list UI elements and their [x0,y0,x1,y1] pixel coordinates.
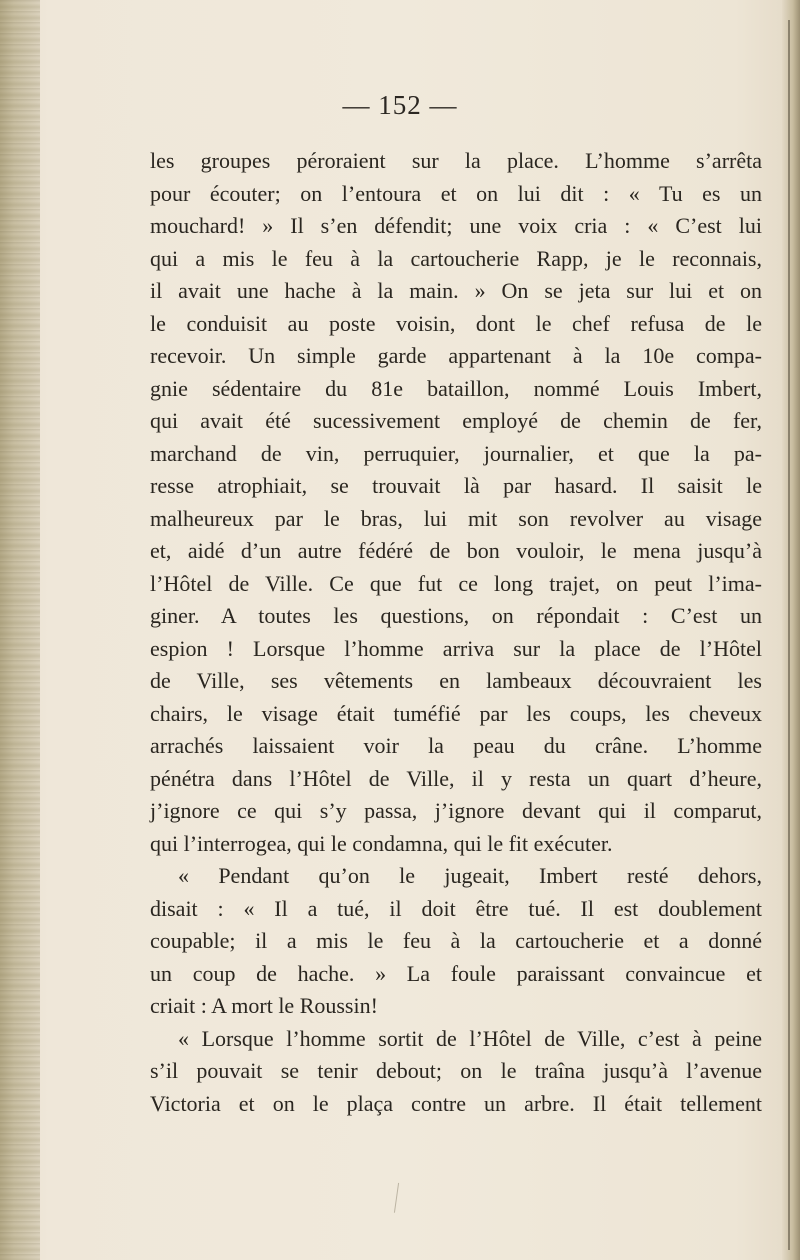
paper-blemish [394,1183,402,1213]
text-line: coupable; il a mis le feu à la cartoucherie et a donné [150,928,762,953]
text-line: de Ville, ses vêtements en lambeaux découvraient les [150,668,762,693]
text-line: recevoir. Un simple garde appartenant à la 10e compa- [150,343,762,368]
text-line: malheureux par le bras, lui mit son revolver au visage [150,505,762,531]
text-line: et, aidé d’un autre fédéré de bon vouloir, le mena jusqu’à [150,538,762,563]
text-line: mouchard! » Il s’en défendit; une voix cria : « C’est lui [150,213,762,238]
text-line: marchand de vin, perruquier, journalier, et que la pa- [150,440,762,466]
text-line: espion ! Lorsque l’homme arriva sur la place de l’Hôtel [150,635,762,661]
page-number-header: — 152 — [342,90,458,120]
text-line: « Lorsque l’homme sortit de l’Hôtel de Ville, c’est à peine [178,1025,762,1051]
text-line: giner. A toutes les questions, on répondait : C’est un [150,603,762,628]
text-line: disait : « Il a tué, il doit être tué. Il est doublement [150,895,762,921]
text-line: qui l’interrogea, qui le condamna, qui le fit exécuter. [150,830,613,856]
text-line: arrachés laissaient voir la peau du crâne. L’homme [150,733,762,758]
text-line: qui a mis le feu à la cartoucherie Rapp, je le reconnais, [150,245,762,271]
page-right-edge [782,0,800,1260]
text-line: il avait une hache à la main. » On se jeta sur lui et on [150,278,762,303]
text-line: qui avait été sucessivement employé de chemin de fer, [150,408,762,433]
text-line: Victoria et on le plaça contre un arbre. Il était tellement [150,1090,762,1116]
text-line: s’il pouvait se tenir debout; on le traîna jusqu’à l’avenue [150,1058,762,1083]
text-line: pour écouter; on l’entoura et on lui dit : « Tu es un [150,180,762,206]
text-line: un coup de hache. » La foule paraissant convaincue et [150,960,762,986]
text-line: j’ignore ce qui s’y passa, j’ignore devant qui il comparut, [150,798,762,823]
page-edge-line [788,20,790,1250]
text-line: pénétra dans l’Hôtel de Ville, il y resta un quart d’heure, [150,765,762,791]
text-line: « Pendant qu’on le jugeait, Imbert resté dehors, [178,863,762,888]
text-line: chairs, le visage était tuméfié par les coups, les cheveux [150,700,762,726]
text-line: le conduisit au poste voisin, dont le chef refusa de le [150,310,762,336]
text-line: resse atrophiait, se trouvait là par hasard. Il saisit le [150,473,762,498]
text-line: l’Hôtel de Ville. Ce que fut ce long trajet, on peut l’ima- [150,570,762,596]
text-line: gnie sédentaire du 81e bataillon, nommé Louis Imbert, [150,375,762,401]
page-body-text [150,145,762,1120]
page-binding-edge [0,0,40,1260]
text-line: les groupes péroraient sur la place. L’homme s’arrêta [150,148,762,173]
text-line: criait : A mort le Roussin! [150,993,378,1018]
